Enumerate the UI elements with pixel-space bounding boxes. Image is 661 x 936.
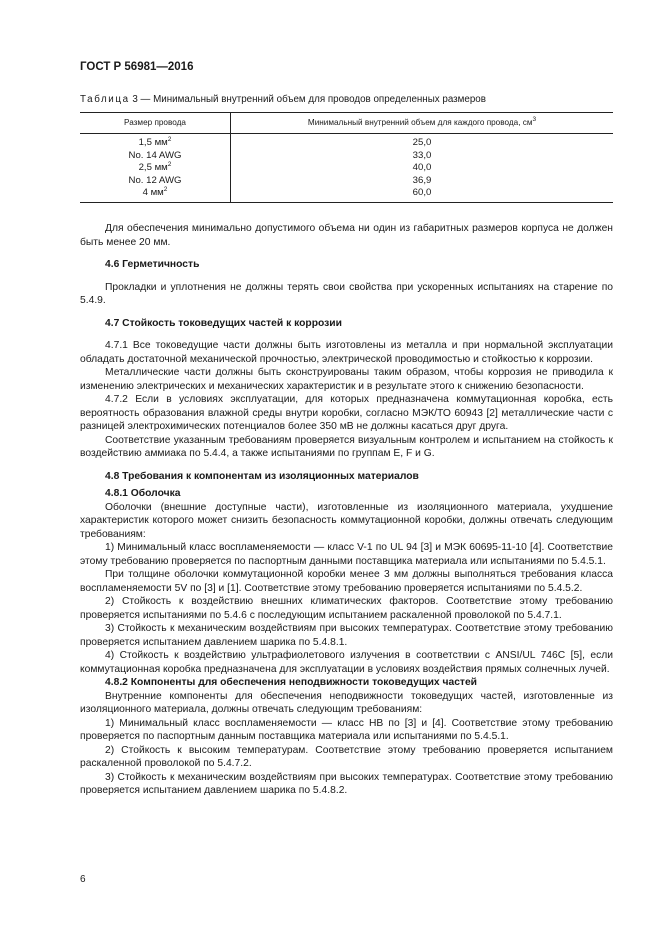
subsection-heading-4-8-2: 4.8.2 Компоненты для обеспечения неподвижности токоведущих частей bbox=[105, 677, 478, 688]
paragraph-4-7-1-metal-parts: Металлические части должны быть сконструированы таким образом, чтобы коррозия не приводила к изменению электрических и механических характеристик и в результате этого к снижению безопасности. bbox=[80, 367, 613, 392]
paragraph-4-8-1-item-2: 2) Стойкость к воздействию внешних климатических факторов. Соответствие этому требованию проверяется испытаниями по 5.4.6 с последующим испытанием раскаленной проволокой по 5.4.7.1. bbox=[80, 596, 613, 621]
document-header-id: ГОСТ Р 56981—2016 bbox=[80, 61, 194, 73]
document-body bbox=[80, 222, 613, 798]
cell-wire-size: 1,5 $мм^2$ bbox=[80, 134, 231, 150]
cell-volume: 33,0 bbox=[412, 149, 432, 161]
subsection-heading-4-8-1: 4.8.1 Оболочка bbox=[105, 488, 181, 499]
paragraph-4-7-2: 4.7.2 Если в условиях эксплуатации, для которых предназначена коммутационная коробка, есть вероятность образования влажной среды внутри коробки, согласно МЭК/ТО 60943 [2] металлические части с разницей электрохимических потенциалов более 350 мВ не должны касаться друг друга. bbox=[80, 394, 613, 432]
table-caption-label: Таблица bbox=[80, 94, 130, 105]
cell-volume: 25,0 bbox=[412, 137, 432, 148]
paragraph-4-8-1: Оболочки (внешние доступные части), изготовленные из изоляционного материала, ухудшение характеристик которого может снизить безопасность коммутационной коробки, должны отвечать следующим требованиям: bbox=[80, 501, 613, 540]
col-header-wire-size: Размер провода bbox=[80, 113, 231, 134]
cell-wire-size: No. 14 AWG bbox=[80, 150, 231, 163]
paragraph-4-8-1-item-1: 1) Минимальный класс воспламеняемости — класс V-1 по UL 94 [3] и МЭК 60695-11-10 [4]. Соответствие этому требованию проверяется по паспортным данными поставщика материала или испытаниями по 5.4.5.1. bbox=[80, 542, 613, 567]
cell-volume: 60,0 bbox=[231, 187, 614, 202]
wire-volume-table bbox=[80, 112, 613, 203]
table-row bbox=[80, 150, 613, 163]
paragraph-4-8-2-item-2: 2) Стойкость к высоким температурам. Соответствие этому требованию проверяется испытанием раскаленной проволокой по 5.4.7.2. bbox=[80, 744, 613, 769]
cell-volume: 40,0 bbox=[412, 162, 432, 174]
paragraph-4-8-2-item-1: 1) Минимальный класс воспламеняемости — класс НВ по [3] и [4]. Соответствие этому требованию проверяется по паспортным данным поставщика материала или испытаниями по 5.4.5.1. bbox=[80, 717, 613, 742]
paragraph-4-8-2: Внутренние компоненты для обеспечения неподвижности токоведущих частей, изготовленные из изоляционного материала, должны отвечать следующим требованиям: bbox=[80, 690, 613, 715]
page-number: 6 bbox=[80, 874, 86, 885]
table-header-row bbox=[80, 113, 613, 134]
paragraph-4-7-2-compliance: Соответствие указанным требованиям проверяется визуальным контролем и испытанием на стойкость к воздействию аммиака по 5.4.4, а также испытаниями по группам E, F и G. bbox=[80, 434, 613, 459]
table-row bbox=[80, 175, 613, 188]
table-caption bbox=[80, 93, 486, 107]
paragraph-4-8-1-item-1-thickness: При толщине оболочки коммутационной коробки менее 3 мм должны выполняться требования класса воспламеняемости 5V по [3] и [1]. Соответствие этому требованию проверяется испытаниями по 5.4.5.2. bbox=[80, 569, 613, 594]
cell-volume: 36,9 bbox=[412, 174, 432, 186]
section-heading-4-6: 4.6 Герметичность bbox=[105, 259, 200, 270]
paragraph-4-8-1-item-4: 4) Стойкость к воздействию ультрафиолетового излучения в соответствии с ANSI/UL 746C [5], если коммутационная коробка предназначена для эксплуатации в условиях воздействия прямых солнечных лучей. bbox=[80, 650, 613, 675]
cell-wire-size: 4 $мм^2$ bbox=[80, 187, 231, 202]
table-row bbox=[80, 187, 613, 202]
section-heading-4-7: 4.7 Стойкость токоведущих частей к коррозии bbox=[105, 317, 342, 329]
section-heading-4-8: 4.8 Требования к компонентам из изоляционных материалов bbox=[105, 470, 419, 482]
cell-wire-size: No. 12 AWG bbox=[80, 175, 231, 188]
table-row bbox=[80, 162, 613, 175]
paragraph-4-8-2-item-3: 3) Стойкость к механическим воздействиям при высоких температурах. Соответствие этому требованию проверяется испытанием давлением шарика по 5.4.8.2. bbox=[80, 771, 613, 796]
col-header-min-volume: Минимальный внутренний объем для каждого провода, $см^3$ bbox=[231, 113, 614, 134]
table-caption-title: — Минимальный внутренний объем для проводов определенных размеров bbox=[140, 94, 486, 105]
cell-wire-size: 2,5 $мм^2$ bbox=[80, 162, 231, 175]
paragraph-4-7-1: 4.7.1 Все токоведущие части должны быть изготовлены из металла и при нормальной эксплуатации обладать достаточной механической прочностью, электрической проводимостью и стойкостью к коррозии. bbox=[80, 340, 613, 365]
paragraph-4-8-1-item-3: 3) Стойкость к механическим воздействиям при высоких температурах. Соответствие этому требованию проверяется испытанием давлением шарика по 5.4.8.1. bbox=[80, 623, 613, 648]
paragraph-min-dimension: Для обеспечения минимально допустимого объема ни один из габаритных размеров корпуса не должен быть менее 20 мм. bbox=[80, 223, 613, 248]
paragraph-4-6: Прокладки и уплотнения не должны терять свои свойства при ускоренных испытаниях на старение по 5.4.9. bbox=[80, 281, 613, 306]
table-caption-number: 3 bbox=[132, 94, 138, 105]
table-row bbox=[80, 134, 613, 150]
